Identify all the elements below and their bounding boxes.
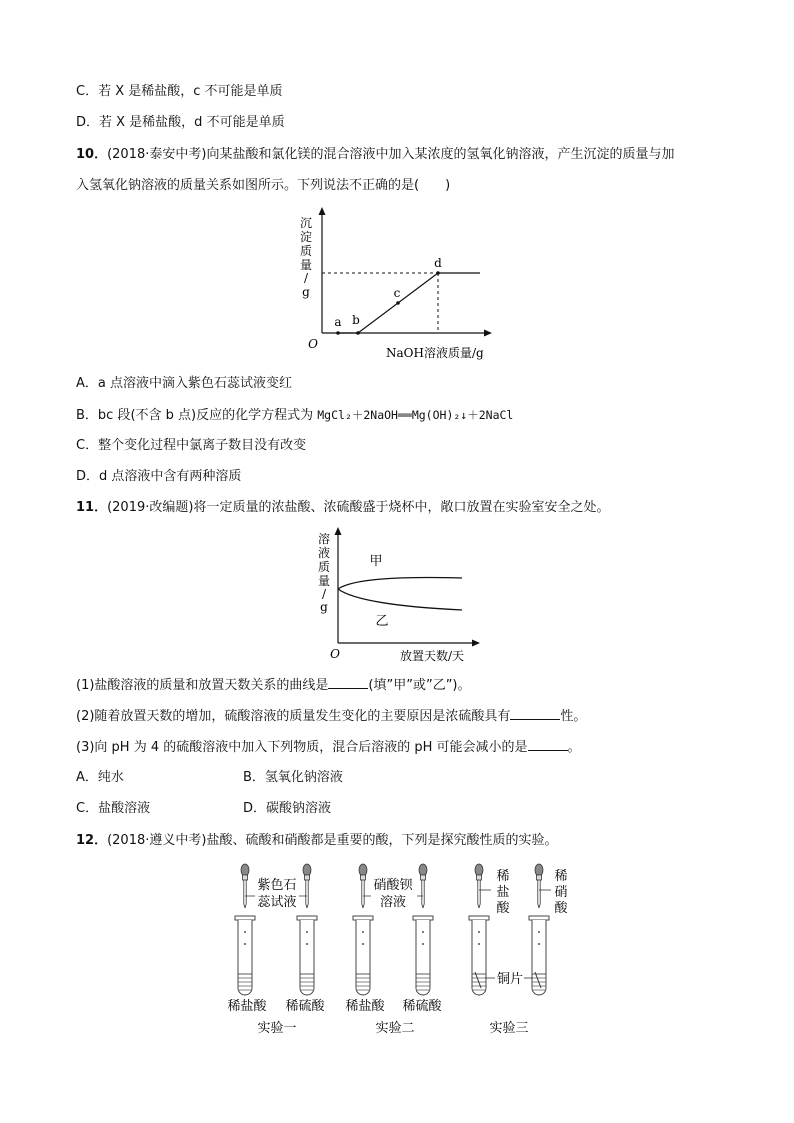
curve-jia [338, 577, 462, 589]
graph1-ylabel-0: 沉 [299, 216, 313, 230]
graph2-ylabel-1: 液 [317, 546, 331, 560]
exp3-reagent-left-2: 盐 [496, 885, 510, 900]
exp3-reagent-left-3: 酸 [496, 901, 510, 916]
q11-option-d: D．碳酸钠溶液 [243, 801, 332, 816]
graph2-xlabel: 放置天数/天 [400, 649, 465, 663]
q11-option-c: C．盐酸溶液 [76, 801, 151, 816]
exp2-reagent-line1: 硝酸钡 [373, 878, 413, 893]
solution-mass-graph [310, 525, 490, 665]
q11-sub1-blank[interactable] [328, 676, 368, 689]
exp1-reagent-line1: 紫色石 [257, 878, 297, 893]
graph1-ylabel-1: 淀 [299, 230, 313, 244]
q10-option-b [76, 406, 513, 425]
graph1-ylabel-5: g [302, 285, 310, 299]
exp3-title: 实验三 [489, 1021, 529, 1036]
q11-sub1-text: (1)盐酸溶液的质量和放置天数关系的曲线是 [76, 678, 329, 693]
exp1-tube-left-label: 稀盐酸 [227, 999, 267, 1014]
graph1-point-a [336, 331, 340, 335]
q11-sub3 [76, 738, 581, 757]
q10-stem-line1 [76, 146, 674, 164]
graph1-label-a: a [334, 315, 342, 329]
exp1-title: 实验一 [257, 1021, 297, 1036]
q10-option-b-equation: MgCl₂＋2NaOH══Mg(OH)₂↓＋2NaCl [317, 408, 514, 422]
graph1-label-b: b [352, 313, 360, 327]
graph2-ylabel-2: 质 [317, 560, 331, 574]
graph1-xlabel: NaOH溶液质量/g [386, 346, 484, 360]
graph1-label-d: d [434, 256, 442, 270]
exp2-tube-right-label: 稀硫酸 [402, 999, 442, 1014]
graph2-ylabel-4: / [321, 587, 327, 601]
q11-number: 11． [76, 500, 108, 515]
graph2-ylabel-0: 溶 [317, 532, 331, 546]
graph1-label-c: c [393, 286, 401, 300]
graph2-origin: O [330, 647, 340, 661]
q10-option-a: A．a 点溶液中滴入紫色石蕊试液变红 [76, 376, 292, 391]
q12-stem-text: (2018·遵义中考)盐酸、硫酸和硝酸都是重要的酸，下列是探究酸性质的实验。 [107, 833, 558, 848]
exp2-reagent-line2: 溶液 [379, 895, 407, 910]
q10-number: 10． [76, 147, 108, 162]
graph1-origin: O [308, 337, 318, 351]
q11-sub2-text: (2)随着放置天数的增加，硫酸溶液的质量发生变化的主要原因是浓硫酸具有 [76, 709, 511, 724]
q11-sub3-tail: 。 [567, 740, 581, 755]
q11-sub3-text: (3)向 pH 为 4 的硫酸溶液中加入下列物质，混合后溶液的 pH 可能会减小的是 [76, 740, 528, 755]
curve-yi [338, 589, 462, 610]
exp2-tube-left-label: 稀盐酸 [345, 999, 385, 1014]
graph1-ylabel-2: 质 [299, 244, 313, 258]
q11-sub2-blank[interactable] [510, 707, 560, 720]
q11-sub3-blank[interactable] [528, 738, 568, 751]
q11-option-b: B．氢氧化钠溶液 [243, 770, 343, 785]
q10-option-d: D．d 点溶液中含有两种溶质 [76, 469, 242, 484]
graph2-ylabel-5: g [320, 600, 328, 614]
q10-option-b-text: B．bc 段(不含 b 点)反应的化学方程式为 [76, 408, 318, 423]
q12-number: 12． [76, 833, 108, 848]
graph2-ylabel-3: 量 [317, 574, 331, 588]
exp3-solid-label: 铜片 [496, 972, 524, 987]
q9-option-d: D．若 X 是稀盐酸，d 不可能是单质 [76, 115, 285, 130]
q11-option-a: A．纯水 [76, 770, 124, 785]
q10-stem-line2: 入氢氧化钠溶液的质量关系如图所示。下列说法不正确的是( ) [76, 178, 451, 193]
exp1-reagent-line2: 蕊试液 [257, 895, 297, 910]
exp3-reagent-right-2: 硝 [554, 885, 568, 900]
graph1-ylabel-4: / [303, 271, 309, 285]
q11-sub2-tail: 性。 [560, 709, 587, 724]
graph1-ylabel-3: 量 [299, 258, 313, 272]
exp2-title: 实验二 [375, 1021, 415, 1036]
q11-sub2 [76, 707, 586, 726]
exp3-reagent-right-1: 稀 [554, 869, 568, 884]
q10-option-c: C．整个变化过程中氯离子数目没有改变 [76, 438, 307, 453]
q12-stem [76, 832, 557, 850]
q9-option-c: C．若 X 是稀盐酸，c 不可能是单质 [76, 84, 283, 99]
exp3-reagent-right-3: 酸 [554, 901, 568, 916]
graph1-point-d [436, 271, 440, 275]
q11-sub1-hint: (填”甲”或”乙”)。 [368, 678, 471, 693]
q10-stem-text1: (2018·泰安中考)向某盐酸和氯化镁的混合溶液中加入某浓度的氢氧化钠溶液，产生沉淀的质量与加 [107, 147, 675, 162]
exp1-tube-right-label: 稀硫酸 [285, 999, 325, 1014]
q11-stem-text: (2019·改编题)将一定质量的浓盐酸、浓硫酸盛于烧杯中，敞口放置在实验室安全之处。 [107, 500, 610, 515]
exp3-reagent-left-1: 稀 [496, 869, 510, 884]
q11-stem [76, 499, 609, 517]
acid-experiments-figure [215, 860, 585, 1040]
graph1-point-b [356, 331, 360, 335]
q11-sub1 [76, 676, 471, 695]
graph2-label-yi: 乙 [375, 614, 389, 629]
graph1-point-c [396, 301, 400, 305]
precipitate-graph [290, 205, 510, 365]
graph2-label-jia: 甲 [369, 554, 383, 569]
